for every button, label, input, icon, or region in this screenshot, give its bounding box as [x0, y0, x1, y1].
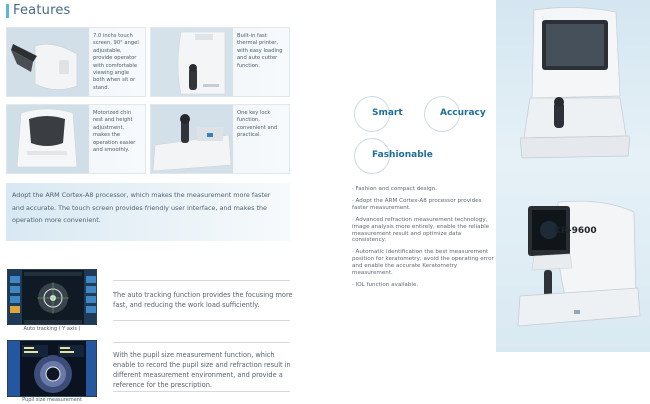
divider-bottom-2: [113, 391, 290, 392]
auto-tracking-screen: [7, 269, 97, 325]
device-front-view-image: [514, 198, 642, 338]
bullet-item: · Advanced refraction measurement technology, image analysis more entirely, enable the reliable measurement result and optimize data consistency.: [352, 216, 490, 244]
divider-top-2: [113, 342, 290, 343]
feature-card-keylock: [150, 104, 290, 174]
pupil-size-screen: [7, 340, 97, 397]
divider-bottom-1: [113, 320, 290, 321]
accuracy-label: Accuracy: [440, 108, 486, 118]
pupil-size-description: With the pupil size measurement function, which enable to record the pupil size and refraction result in different measurement environment, and provide a reference for the prescription.: [113, 351, 291, 389]
touchscreen-photo: [7, 28, 89, 96]
model-label: KR-9600: [554, 226, 597, 236]
device-back-view-image: [520, 6, 630, 166]
feature-bullet-list: [352, 186, 494, 294]
section-title: Features: [13, 3, 71, 18]
product-panel: [496, 0, 650, 352]
processor-summary-box: [6, 183, 290, 241]
chinrest-photo: [7, 105, 89, 173]
fashionable-label: Fashionable: [372, 150, 433, 160]
bullet-item: · Fashion and compact design.: [352, 186, 438, 192]
pupil-size-caption: Pupil size measurement: [22, 397, 82, 403]
auto-tracking-caption: Auto tracking ( Y axis ): [23, 326, 81, 332]
divider-top-1: [113, 280, 290, 281]
bullet-item: · IOL function available.: [352, 281, 419, 288]
bullet-item: · Adopt the ARM Cortex-A8 processor provides faster measurement.: [352, 197, 482, 211]
bullet-item: · Automatic identification the best measurement position for keratometry, avoid the operating error and enable the accurate Keratometry measurement.: [352, 249, 494, 277]
processor-summary-text: Adopt the ARM Cortex-A8 processor, which makes the measurement more faster and accurate. The touch screen provides friendly user interface, and makes the operation more convenient.: [12, 191, 271, 224]
smart-label: Smart: [372, 108, 403, 118]
feature-card-chinrest: [6, 104, 146, 174]
feature-card-printer: [150, 27, 290, 97]
feature-card-touchscreen: [6, 27, 146, 97]
printer-photo: [151, 28, 233, 96]
header-accent-bar: [6, 4, 9, 18]
feature-text-touchscreen: 7.0 inchs touch screen, 90° angel adjustable, provide operator with comfortable viewing angle both when sit or stand.: [93, 33, 139, 91]
keylock-photo: [151, 105, 233, 173]
feature-text-chinrest: Motorized chin rest and height adjustment, makes the operation easier and smoothly.: [93, 110, 136, 154]
feature-text-printer: Built-in fast thermal printer, with easy loading and auto cutter function.: [237, 33, 283, 69]
feature-text-keylock: One key lock function, convenient and practical.: [237, 110, 278, 139]
auto-tracking-description: The auto tracking function provides the focusing more fast, and reducing the work load sufficiently.: [113, 291, 293, 309]
